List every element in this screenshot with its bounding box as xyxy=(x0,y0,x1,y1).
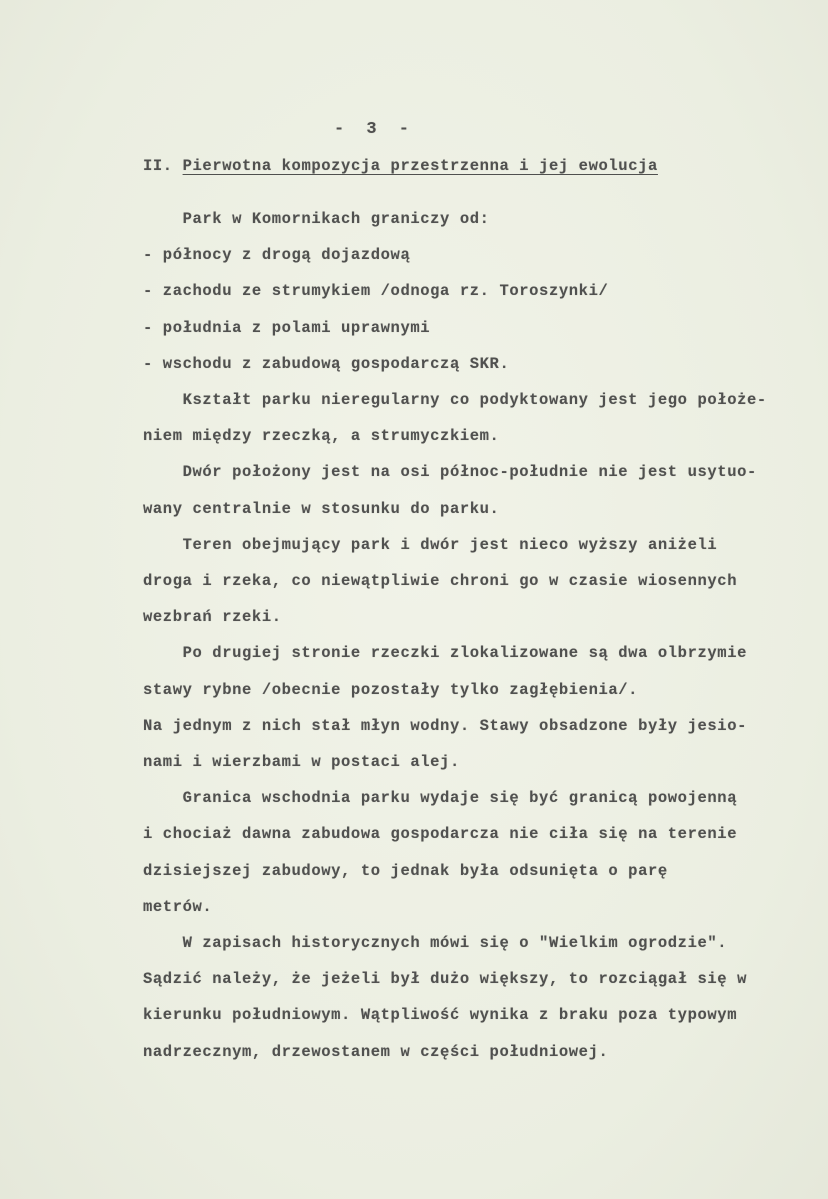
text-line: droga i rzeka, co niewątpliwie chroni go w czasie wiosennych xyxy=(143,572,738,590)
text-line: wany centralnie w stosunku do parku. xyxy=(143,499,500,518)
text-line: Granica wschodnia parku wydaje się być granicą powojenną xyxy=(143,789,738,808)
text-line: Park w Komornikach graniczy od: xyxy=(143,210,490,228)
text-line: wezbrań rzeki. xyxy=(143,608,282,627)
text-line: metrów. xyxy=(143,897,213,916)
text-line: Dwór położony jest na osi północ-południe nie jest usytuo- xyxy=(143,463,757,482)
text-line: niem między rzeczką, a strumyczkiem. xyxy=(143,427,500,446)
text-line: nadrzecznym, drzewostanem w części południowej. xyxy=(143,1042,609,1061)
text-line: i chociaż dawna zabudowa gospodarcza nie ciła się na terenie xyxy=(143,825,738,844)
page-number: - 3 - xyxy=(334,120,410,139)
section-heading xyxy=(143,157,658,175)
text-line: Na jednym z nich stał młyn wodny. Stawy obsadzone były jesio- xyxy=(143,716,747,735)
text-line: dzisiejszej zabudowy, to jednak była odsunięta o parę xyxy=(143,861,668,880)
text-line: Teren obejmujący park i dwór jest nieco wyższy aniżeli xyxy=(143,535,718,554)
text-line: W zapisach historycznych mówi się o "Wielkim ogrodzie". xyxy=(143,934,728,952)
text-line: - zachodu ze strumykiem /odnoga rz. Toroszynki/ xyxy=(143,282,609,301)
text-line: Po drugiej stronie rzeczki zlokalizowane są dwa olbrzymie xyxy=(143,644,747,663)
text-line: Sądzić należy, że jeżeli był dużo większy, to rozciągał się w xyxy=(143,970,747,989)
section-number: II. xyxy=(143,157,173,175)
text-line: kierunku południowym. Wątpliwość wynika z braku poza typowym xyxy=(143,1006,738,1025)
text-line: Kształt parku nieregularny co podyktowany jest jego położe- xyxy=(143,391,767,409)
text-line: - wschodu z zabudową gospodarczą SKR. xyxy=(143,354,510,373)
text-line: nami i wierzbami w postaci alej. xyxy=(143,753,460,771)
text-line: - północy z drogą dojazdową xyxy=(143,246,411,265)
text-line: stawy rybne /obecnie pozostały tylko zagłębienia/. xyxy=(143,680,639,699)
section-title: Pierwotna kompozycja przestrzenna i jej ewolucja xyxy=(182,157,658,175)
text-line: - południa z polami uprawnymi xyxy=(143,318,431,337)
